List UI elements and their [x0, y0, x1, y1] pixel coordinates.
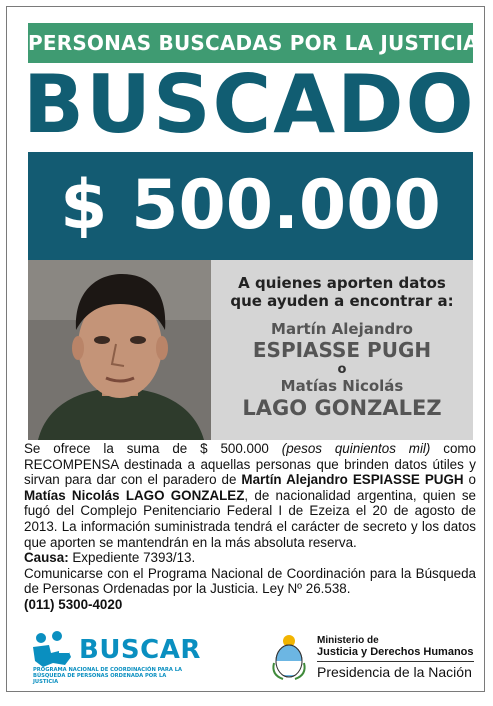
phone-number: (011) 5300-4020: [24, 596, 123, 612]
body-text-segment: o: [463, 472, 476, 488]
wanted-title: BUSCADO: [23, 58, 476, 151]
body-text-segment: Se ofrece la suma de $ 500.000: [24, 441, 282, 456]
person2-first-name: Matías Nicolás: [280, 377, 404, 395]
wanted-poster: [6, 6, 485, 692]
person2-last-name: LAGO GONZALEZ: [242, 396, 442, 420]
body-person1-name: Martín Alejandro ESPIASSE PUGH: [241, 472, 464, 488]
case-value: Expediente 7393/13.: [68, 550, 196, 566]
case-label: Causa:: [24, 550, 69, 566]
contact-line: Comunicarse con el Programa Nacional de Coordinación para la Búsqueda de Personas Ordenadas por la Justicia. Ley Nº 26.538.: [24, 565, 476, 597]
reward-amount: $ 500.000: [28, 152, 473, 260]
body-text-segment: como RECOMPENSA destinada a aquellas personas que brinden datos útiles y sirvan para dar con el paradero de: [24, 441, 476, 488]
ministry-line2: Justicia y Derechos Humanos: [317, 646, 474, 658]
ministry-logo: [269, 633, 479, 685]
case-line: [24, 550, 476, 566]
info-intro-line2: que ayuden a encontrar a:: [230, 292, 454, 310]
ministry-text: [317, 635, 474, 681]
body-person2-name: Matías Nicolás LAGO GONZALEZ: [24, 487, 245, 503]
person1-last-name: ESPIASSE PUGH: [252, 338, 432, 362]
puzzle-people-icon: [29, 631, 77, 671]
buscar-subtitle: PROGRAMA NACIONAL DE COORDINACIÓN PARA LA BÚSQUEDA DE PERSONAS ORDENADA POR LA JUSTICIA: [33, 667, 183, 685]
conjunction: o: [337, 362, 347, 377]
info-box: [211, 260, 473, 440]
buscar-logo: [29, 631, 199, 683]
header-banner: PERSONAS BUSCADAS POR LA JUSTICIA: [28, 23, 473, 63]
argentina-coat-of-arms-icon: [269, 633, 309, 681]
reward-description: [24, 441, 476, 550]
suspect-photo: [28, 260, 211, 440]
body-text-segment: , de nacionalidad argentina, quien se fugó del Complejo Penitenciario Federal I de Ezeiza el 20 de agosto de 2013. La información suministrada tendrá el carácter de secreto y los datos que aporten se mantendrán en la más absoluta reserva.: [24, 487, 476, 550]
buscar-name: BUSCAR: [79, 635, 201, 665]
ministry-line1: Ministerio de: [317, 635, 379, 646]
presidency-label: Presidencia de la Nación: [317, 661, 474, 681]
person1-first-name: Martín Alejandro: [271, 320, 413, 338]
body-text: [24, 441, 476, 613]
body-amount-words: (pesos quinientos mil): [281, 441, 431, 456]
info-intro: [211, 274, 473, 310]
info-intro-line1: A quienes aporten datos: [238, 274, 446, 292]
